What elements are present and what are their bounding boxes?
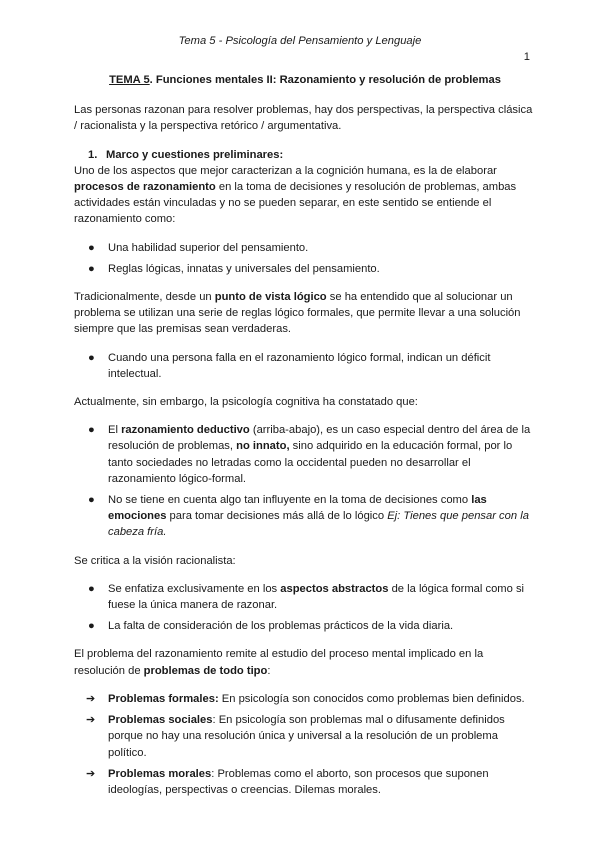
- text: de la lógica formal como si fuese la única manera de razonar.: [108, 582, 525, 612]
- arrow-right-icon: ➔: [86, 767, 96, 780]
- list-item-text: Cuando una persona falla en el razonamiento lógico formal, indican un déficit intelectual.: [108, 351, 491, 380]
- bold-term: Problemas formales:: [108, 692, 219, 705]
- bullet-list-1: [74, 240, 536, 277]
- bold-term: problemas de todo tipo: [143, 664, 268, 677]
- bullet-icon: ●: [88, 582, 95, 595]
- text: se ha entendido que al solucionar un problema se utilizan una serie de reglas lógico formales, que permite llevar a una solución siempre que las premisas sean verdaderas.: [74, 291, 521, 336]
- list-item-text: Una habilidad superior del pensamiento.: [108, 241, 309, 254]
- paragraph-5: [74, 646, 536, 678]
- arrow-list: [74, 691, 536, 798]
- bullet-icon: ●: [88, 424, 95, 437]
- document-body: [74, 72, 536, 810]
- bold-term: aspectos abstractos: [280, 582, 389, 595]
- bullet-list-3: [74, 422, 536, 540]
- text: para tomar decisiones más allá de lo lógico: [166, 510, 388, 523]
- arrow-list-item: [74, 691, 536, 707]
- title-rest: . Funciones mentales II: Razonamiento y resolución de problemas: [149, 74, 501, 86]
- bold-term: punto de vista lógico: [214, 291, 327, 304]
- page-title: [74, 72, 536, 88]
- bold-term: las emociones: [108, 494, 487, 523]
- section-number: 1.: [88, 148, 98, 161]
- bullet-list-4: [74, 581, 536, 635]
- page-number: 1: [523, 51, 530, 63]
- list-item: [74, 581, 536, 613]
- list-item: [74, 261, 536, 277]
- bold-term: razonamiento deductivo: [121, 424, 250, 437]
- paragraph-4: Se critica a la visión racionalista:: [74, 554, 236, 567]
- text: : En psicología son problemas mal o difusamente definidos porque no hay una resolución única y universal a la resolución de un problema político.: [108, 714, 505, 759]
- running-header: Tema 5 - Psicología del Pensamiento y Lenguaje: [178, 35, 422, 47]
- text: : Problemas como el aborto, son procesos que suponen ideologías, perspectivas o creencias. Dilemas morales.: [108, 767, 489, 796]
- arrow-list-item: [74, 712, 536, 761]
- list-item: [74, 618, 536, 634]
- list-item: [74, 240, 536, 256]
- section-heading: [74, 147, 536, 163]
- arrow-right-icon: ➔: [86, 714, 96, 727]
- paragraph-2: [74, 289, 536, 338]
- bullet-icon: ●: [88, 494, 95, 507]
- text: (arriba-abajo), es un caso especial dentro del área de la resolución de problemas,: [108, 424, 531, 453]
- bold-term: no innato,: [236, 440, 290, 453]
- bullet-icon: ●: [88, 262, 95, 275]
- text: En psicología son conocidos como problemas bien definidos.: [218, 692, 525, 705]
- intro-paragraph: Las personas razonan para resolver problemas, hay dos perspectivas, la perspectiva clásica / racionalista y la perspectiva retórico / argumentativa.: [74, 104, 533, 133]
- arrow-right-icon: ➔: [86, 692, 96, 705]
- list-item: [74, 350, 536, 382]
- bullet-icon: ●: [88, 351, 95, 364]
- text: El problema del razonamiento remite al estudio del proceso mental implicado en la resolución de: [74, 648, 484, 677]
- bullet-icon: ●: [88, 620, 95, 633]
- text: El: [108, 424, 122, 437]
- text: No se tiene en cuenta algo tan influyente en la toma de decisiones como: [108, 494, 472, 507]
- bold-term: Problemas sociales: [108, 714, 213, 727]
- paragraph-1: [74, 163, 536, 228]
- text: en la toma de decisiones y resolución de problemas, ambas actividades están vinculadas y no se pueden separar, en este sentido se entiende el razonamiento como:: [74, 181, 517, 226]
- bullet-icon: ●: [88, 241, 95, 254]
- bullet-list-2: [74, 350, 536, 382]
- text: :: [267, 664, 271, 677]
- text: Se enfatiza exclusivamente en los: [108, 582, 281, 595]
- paragraph-3: Actualmente, sin embargo, la psicología cognitiva ha constatado que:: [74, 396, 418, 409]
- title-tema: TEMA 5: [109, 74, 150, 86]
- text: sino adquirido en la educación formal, por lo tanto sociedades no letradas como la occidental pueden no desarrollar el razonamiento lógico-formal.: [108, 440, 513, 485]
- bold-term: procesos de razonamiento: [74, 181, 216, 194]
- list-item-text: Reglas lógicas, innatas y universales del pensamiento.: [108, 262, 380, 275]
- bold-term: Problemas morales: [108, 767, 212, 780]
- italic-example: Ej: Tienes que pensar con la cabeza fría.: [108, 510, 529, 539]
- arrow-list-item: [74, 766, 536, 798]
- text: Uno de los aspectos que mejor caracterizan a la cognición humana, es la de elaborar: [74, 164, 497, 177]
- list-item: [74, 492, 536, 541]
- text: Tradicionalmente, desde un: [74, 291, 215, 304]
- section-heading-text: Marco y cuestiones preliminares:: [106, 148, 284, 161]
- list-item: [74, 422, 536, 487]
- list-item-text: La falta de consideración de los problemas prácticos de la vida diaria.: [108, 620, 454, 633]
